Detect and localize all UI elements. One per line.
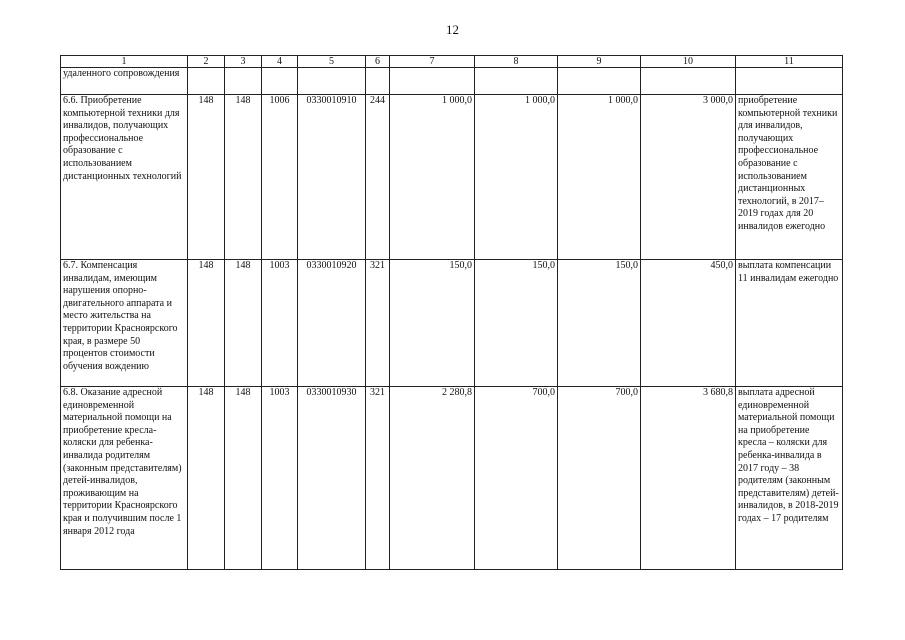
table-row — [61, 260, 843, 387]
cell-amount — [475, 68, 558, 95]
table-row — [61, 68, 843, 95]
cell-amount: 150,0 — [475, 260, 558, 387]
cell-amount — [390, 68, 475, 95]
cell-expense-type: 321 — [366, 260, 390, 387]
cell-amount — [558, 68, 641, 95]
cell-total: 3 680,8 — [641, 387, 736, 570]
cell-target-code: 0330010910 — [298, 95, 366, 260]
row-name: 6.8. Оказание адресной единовременной материальной помощи на приобретение кресла-коляски для ребенка-инвалида родителям (законным представителям) детей-инвалидов, проживающим на территории Красноярского края и получившим после 1 января 2012 года — [61, 387, 188, 570]
cell-target-code: 0330010930 — [298, 387, 366, 570]
column-header: 8 — [475, 56, 558, 68]
column-header: 2 — [188, 56, 225, 68]
cell-amount: 150,0 — [558, 260, 641, 387]
row-name: 6.6. Приобретение компьютерной техники для инвалидов, получающих профессиональное образование с использованием дистанционных технологий — [61, 95, 188, 260]
cell-grbs-code: 148 — [225, 95, 262, 260]
row-name: 6.7. Компенсация инвалидам, имеющим нарушения опорно-двигательного аппарата и место жительства на территории Красноярского края, в размере 50 процентов стоимости обучения вождению — [61, 260, 188, 387]
column-header: 11 — [736, 56, 843, 68]
column-header: 10 — [641, 56, 736, 68]
cell-admin-code: 148 — [188, 260, 225, 387]
column-header: 3 — [225, 56, 262, 68]
cell-total: 450,0 — [641, 260, 736, 387]
cell-target-code — [298, 68, 366, 95]
row-name: удаленного сопровождения — [61, 68, 188, 95]
cell-expense-type: 244 — [366, 95, 390, 260]
cell-grbs-code — [225, 68, 262, 95]
cell-total — [641, 68, 736, 95]
column-number-row — [61, 56, 843, 68]
column-header: 9 — [558, 56, 641, 68]
cell-total: 3 000,0 — [641, 95, 736, 260]
table-row — [61, 387, 843, 570]
cell-result: выплата адресной единовременной материальной помощи на приобретение кресла – коляски для ребенка-инвалида в 2017 году – 38 родителям (законным представителям) детей-инвалидов, в 2018-2019 годах – 17 родителям — [736, 387, 843, 570]
cell-amount: 1 000,0 — [390, 95, 475, 260]
page-number: 12 — [446, 22, 459, 37]
cell-grbs-code: 148 — [225, 387, 262, 570]
column-header: 6 — [366, 56, 390, 68]
column-header: 5 — [298, 56, 366, 68]
cell-amount: 1 000,0 — [475, 95, 558, 260]
cell-expense-type — [366, 68, 390, 95]
cell-target-code: 0330010920 — [298, 260, 366, 387]
cell-section-code — [262, 68, 298, 95]
cell-grbs-code: 148 — [225, 260, 262, 387]
cell-section-code: 1006 — [262, 95, 298, 260]
cell-section-code: 1003 — [262, 387, 298, 570]
cell-admin-code: 148 — [188, 387, 225, 570]
cell-result — [736, 68, 843, 95]
column-header: 7 — [390, 56, 475, 68]
cell-admin-code: 148 — [188, 95, 225, 260]
cell-amount: 700,0 — [475, 387, 558, 570]
cell-amount: 1 000,0 — [558, 95, 641, 260]
cell-result: приобретение компьютерной техники для инвалидов, получающих профессиональное образование с использованием дистанционных технологий, в 2017–2019 годах для 20 инвалидов ежегодно — [736, 95, 843, 260]
cell-expense-type: 321 — [366, 387, 390, 570]
column-header: 4 — [262, 56, 298, 68]
cell-section-code: 1003 — [262, 260, 298, 387]
table-row — [61, 95, 843, 260]
cell-amount: 150,0 — [390, 260, 475, 387]
column-header: 1 — [61, 56, 188, 68]
cell-result: выплата компенсации 11 инвалидам ежегодно — [736, 260, 843, 387]
cell-amount: 2 280,8 — [390, 387, 475, 570]
budget-table — [60, 55, 843, 570]
cell-admin-code — [188, 68, 225, 95]
cell-amount: 700,0 — [558, 387, 641, 570]
